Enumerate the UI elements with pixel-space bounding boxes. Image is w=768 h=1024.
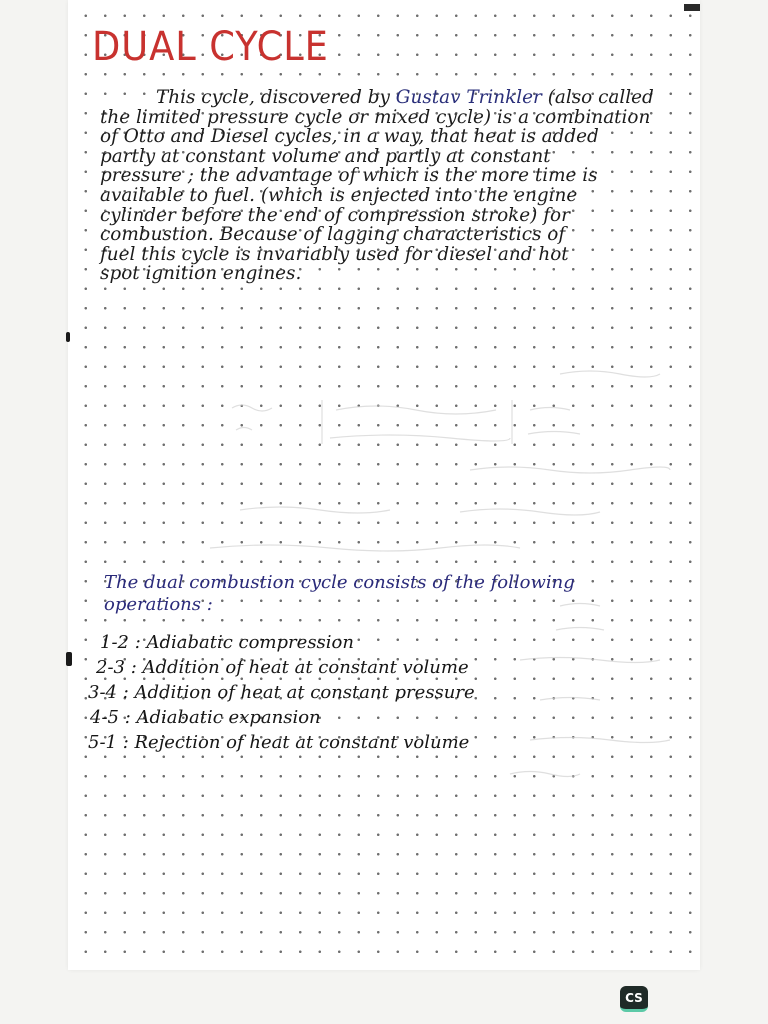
inventor-name: Gustav Trinkler [395,87,542,108]
para-line: fuel this cycle is invariably used for diesel and hot [100,243,569,265]
operation-item: 2-3 : Addition of heat at constant volume [96,657,469,678]
operation-item: 3-4 : Addition of heat at constant pressure [88,682,475,703]
para-line: partly at constant volume and partly at constant [100,145,551,167]
para-line: combustion. Because of lagging characteristics of [100,224,566,246]
para-line: spot ignition engines. [100,263,302,285]
para-line: cylinder before the end of compression stroke) for [100,204,570,226]
para-line: pressure ; the advantage of which is the more time is [100,165,598,187]
operations-list [88,630,475,755]
page-title: DUAL CYCLE [92,24,329,70]
para-line: the limited pressure cycle or mixed cycle) is a combination [100,106,651,128]
operations-heading: The dual combustion cycle consists of the following operations : [104,572,575,615]
para-line: This cycle, discovered by [156,87,390,108]
scanner-badge-text: CS [625,990,643,1005]
para-line: available to fuel. (which is enjected into the engine [100,184,578,206]
para-line: (also called [547,87,654,108]
operation-item: 1-2 : Adiabatic compression [100,632,354,653]
operation-item: 4-5 : Adiabatic expansion [90,707,321,728]
camscanner-logo-icon [620,986,648,1012]
para-line: of Otto and Diesel cycles, in a way, that heat is added [100,126,599,148]
operation-item: 5-1 : Rejection of heat at constant volume [88,732,470,753]
